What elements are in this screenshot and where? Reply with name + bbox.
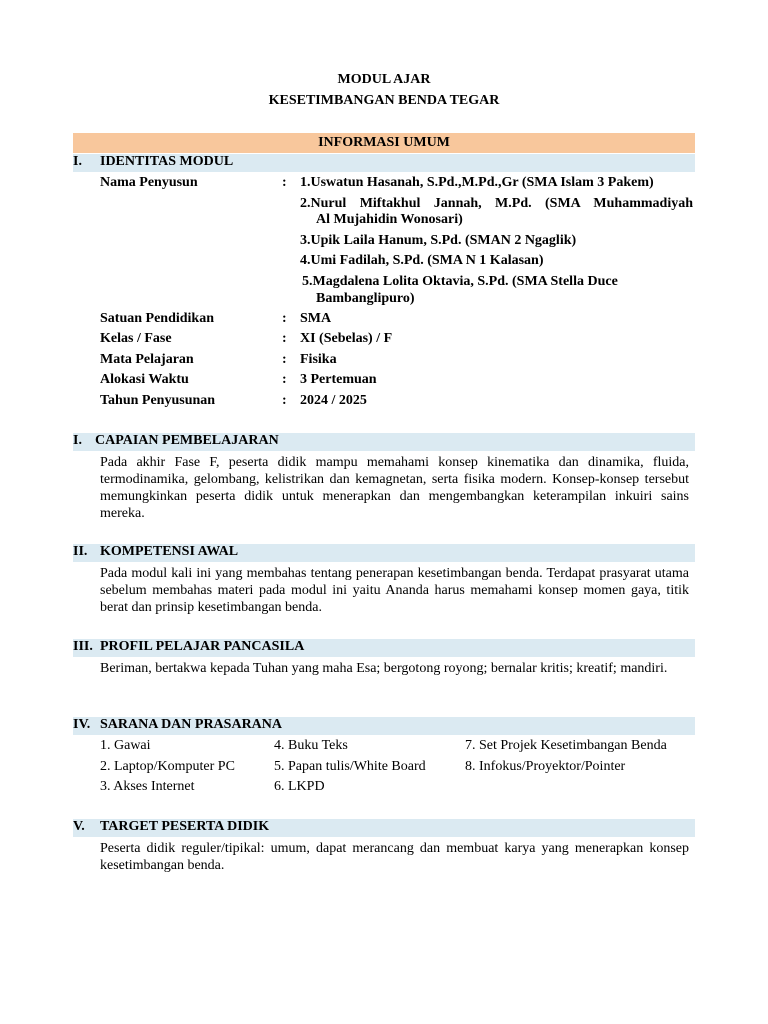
penyusun-4: 4.Umi Fadilah, S.Pd. (SMA N 1 Kalasan) bbox=[300, 253, 544, 268]
section-title-target: TARGET PESERTA DIDIK bbox=[100, 819, 270, 834]
section-number: V. bbox=[73, 819, 85, 834]
profil-text: Beriman, bertakwa kepada Tuhan yang maha Esa; bergotong royong; bernalar kritis; kreatif; mandiri. bbox=[100, 661, 668, 676]
penyusun-2: 2.Nurul Miftakhul Jannah, M.Pd. (SMA Muhammadiyah bbox=[300, 196, 693, 211]
tahun-penyusunan-value: 2024 / 2025 bbox=[300, 393, 367, 408]
penyusun-5: 5.Magdalena Lolita Oktavia, S.Pd. (SMA Stella Duce bbox=[302, 274, 618, 289]
tahun-penyusunan-label: Tahun Penyusunan bbox=[100, 393, 216, 408]
sarana-item: 8. Infokus/Proyektor/Pointer bbox=[465, 759, 626, 774]
section-number: III. bbox=[73, 639, 93, 654]
document-title: MODUL AJAR bbox=[337, 72, 431, 87]
penyusun-3: 3.Upik Laila Hanum, S.Pd. (SMAN 2 Ngaglik) bbox=[300, 233, 577, 248]
section-title-kompetensi: KOMPETENSI AWAL bbox=[100, 544, 239, 559]
satuan-pendidikan-value: SMA bbox=[300, 311, 332, 326]
section-title-capaian: CAPAIAN PEMBELAJARAN bbox=[95, 433, 279, 448]
sarana-item: 5. Papan tulis/White Board bbox=[274, 759, 426, 774]
penyusun-1: 1.Uswatun Hasanah, S.Pd.,M.Pd.,Gr (SMA Islam 3 Pakem) bbox=[300, 175, 654, 190]
colon: : bbox=[282, 372, 287, 387]
kelas-fase-value: XI (Sebelas) / F bbox=[300, 331, 393, 346]
sarana-item: 4. Buku Teks bbox=[274, 738, 348, 753]
alokasi-waktu-label: Alokasi Waktu bbox=[100, 372, 189, 387]
alokasi-waktu-value: 3 Pertemuan bbox=[300, 372, 377, 387]
colon: : bbox=[282, 331, 287, 346]
sarana-item: 1. Gawai bbox=[100, 738, 151, 753]
kompetensi-text: Pada modul kali ini yang membahas tentang penerapan kesetimbangan benda. Terdapat prasyarat utama sebelum membahas materi pada modul ini yaitu Ananda harus memahami konsep momen gaya, titik berat dan prinsip kesetimbangan benda. bbox=[100, 566, 689, 615]
penyusun-2-cont: Al Mujahidin Wonosari) bbox=[316, 212, 463, 227]
section-title-sarana: SARANA DAN PRASARANA bbox=[100, 717, 283, 732]
colon: : bbox=[282, 352, 287, 367]
section-number: IV. bbox=[73, 717, 91, 732]
informasi-umum-label: INFORMASI UMUM bbox=[318, 135, 450, 150]
mata-pelajaran-value: Fisika bbox=[300, 352, 337, 367]
section-number: I. bbox=[73, 154, 82, 169]
kelas-fase-label: Kelas / Fase bbox=[100, 331, 172, 346]
sarana-item: 7. Set Projek Kesetimbangan Benda bbox=[465, 738, 667, 753]
capaian-text: Pada akhir Fase F, peserta didik mampu memahami konsep kinematika dan dinamika, fluida, termodinamika, gelombang, kelistrikan dan kemagnetan, serta fisika modern. Konsep-konsep tersebut memungkinkan peserta didik untuk menerapkan dan mengembangkan keterampilan inkuiri sains mereka. bbox=[100, 455, 689, 521]
section-number: I. bbox=[73, 433, 82, 448]
colon: : bbox=[282, 393, 287, 408]
target-text: Peserta didik reguler/tipikal: umum, dapat merancang dan membuat karya yang menerapkan konsep kesetimbangan benda. bbox=[100, 841, 689, 873]
section-title-identitas: IDENTITAS MODUL bbox=[100, 154, 234, 169]
document-subtitle: KESETIMBANGAN BENDA TEGAR bbox=[268, 93, 500, 108]
nama-penyusun-label: Nama Penyusun bbox=[100, 175, 198, 190]
mata-pelajaran-label: Mata Pelajaran bbox=[100, 352, 194, 367]
sarana-item: 6. LKPD bbox=[274, 779, 325, 794]
section-title-profil: PROFIL PELAJAR PANCASILA bbox=[100, 639, 305, 654]
sarana-item: 3. Akses Internet bbox=[100, 779, 195, 794]
section-number: II. bbox=[73, 544, 88, 559]
colon: : bbox=[282, 175, 287, 190]
informasi-umum-bar bbox=[73, 133, 695, 153]
sarana-item: 2. Laptop/Komputer PC bbox=[100, 759, 235, 774]
penyusun-5-cont: Bambanglipuro) bbox=[316, 291, 415, 306]
colon: : bbox=[282, 311, 287, 326]
satuan-pendidikan-label: Satuan Pendidikan bbox=[100, 311, 214, 326]
